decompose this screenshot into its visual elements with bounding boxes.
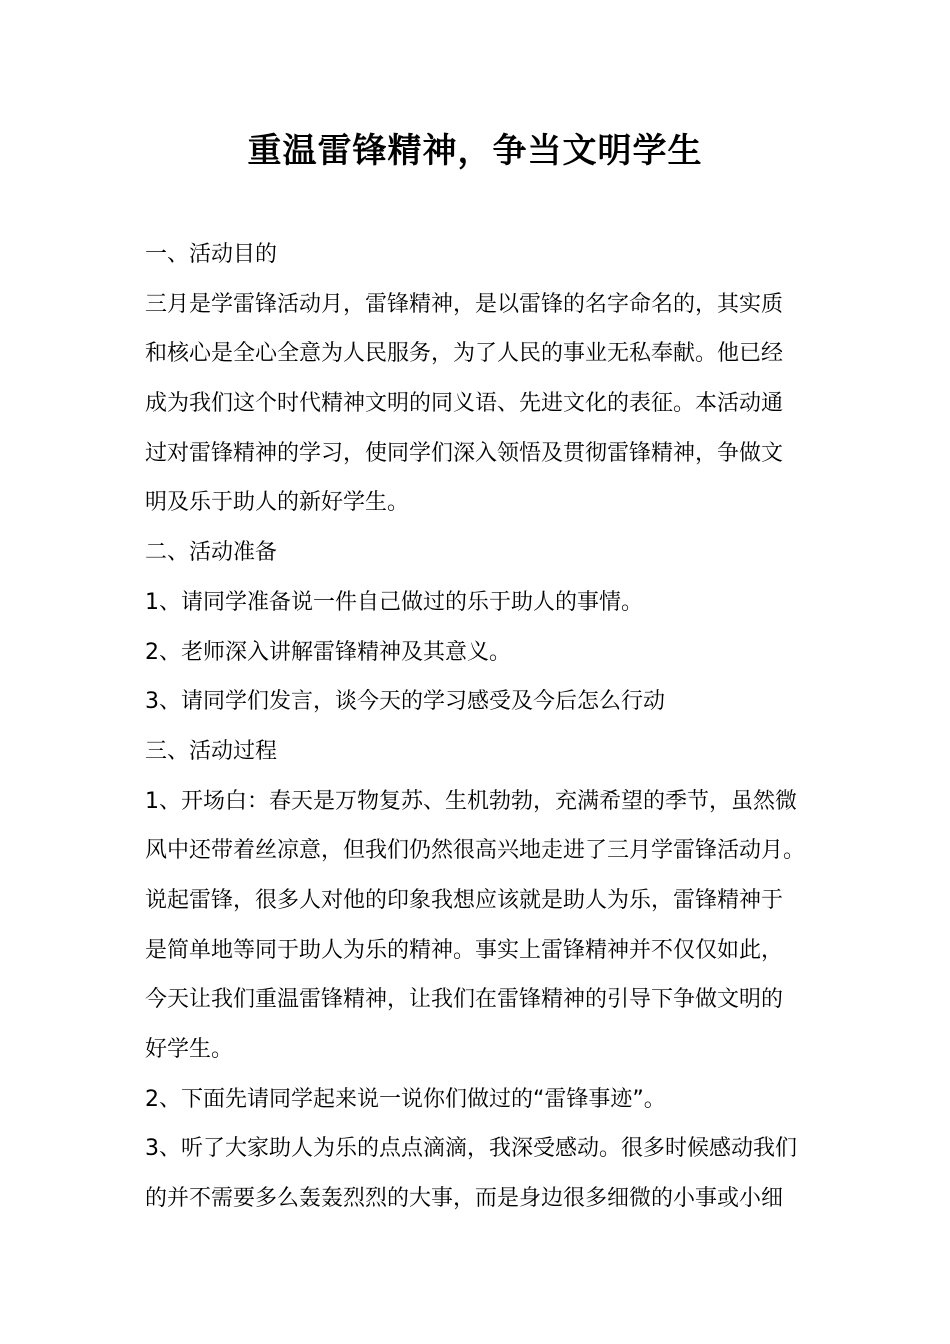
text-line: 风中还带着丝凉意，但我们仍然很高兴地走进了三月学雷锋活动月。 bbox=[145, 838, 806, 864]
text-line: 3、请同学们发言，谈今天的学习感受及今后怎么行动 bbox=[145, 689, 665, 715]
text-line: 的并不需要多么轰轰烈烈的大事，而是身边很多细微的小事或小细 bbox=[145, 1186, 784, 1212]
text-line: 3、听了大家助人为乐的点点滴滴，我深受感动。很多时候感动我们 bbox=[145, 1136, 797, 1162]
text-line: 明及乐于助人的新好学生。 bbox=[145, 490, 410, 516]
document-body bbox=[145, 230, 825, 1224]
text-line: 成为我们这个时代精神文明的同义语、先进文化的表征。本活动通 bbox=[145, 391, 784, 417]
text-line: 三、活动过程 bbox=[145, 738, 278, 764]
text-line: 1、开场白：春天是万物复苏、生机勃勃，充满希望的季节，虽然微 bbox=[145, 788, 797, 814]
document-title: 重温雷锋精神，争当文明学生 bbox=[247, 131, 703, 171]
text-line: 二、活动准备 bbox=[145, 540, 278, 566]
text-line: 2、老师深入讲解雷锋精神及其意义。 bbox=[145, 639, 511, 665]
text-line: 好学生。 bbox=[145, 1037, 234, 1062]
text-line: 2、下面先请同学起来说一说你们做过的“雷锋事迹”。 bbox=[145, 1086, 666, 1112]
text-line: 是简单地等同于助人为乐的精神。事实上雷锋精神并不仅仅如此， bbox=[145, 937, 784, 963]
text-line: 1、请同学准备说一件自己做过的乐于助人的事情。 bbox=[145, 589, 643, 615]
text-line: 一、活动目的 bbox=[145, 242, 278, 267]
text-line: 说起雷锋，很多人对他的印象我想应该就是助人为乐，雷锋精神于 bbox=[145, 887, 784, 913]
text-line: 过对雷锋精神的学习，使同学们深入领悟及贯彻雷锋精神，争做文 bbox=[145, 440, 784, 466]
text-line: 今天让我们重温雷锋精神，让我们在雷锋精神的引导下争做文明的 bbox=[145, 987, 784, 1013]
text-line: 和核心是全心全意为人民服务，为了人民的事业无私奉献。他已经 bbox=[145, 341, 784, 367]
text-line: 三月是学雷锋活动月，雷锋精神，是以雷锋的名字命名的，其实质 bbox=[145, 291, 784, 317]
